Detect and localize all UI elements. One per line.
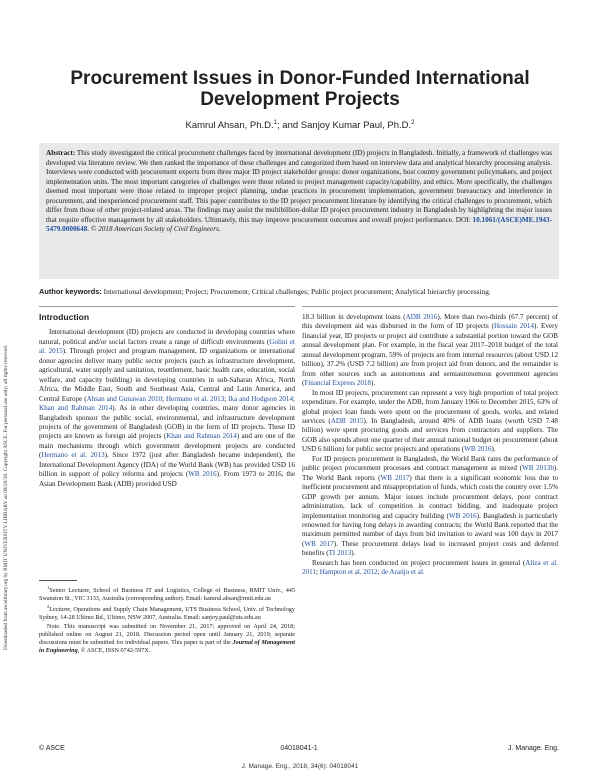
author-1-name: Kamrul Ahsan, Ph.D. bbox=[185, 120, 274, 132]
intro-top-rule bbox=[39, 306, 295, 307]
citation-link[interactable]: Khan and Rahman 2014 bbox=[166, 432, 237, 441]
keywords-text: International development; Project; Procurement; Critical challenges; Public project procurement; Analytical hierarchy processing. bbox=[101, 287, 491, 296]
citation-link[interactable]: ADB 2015 bbox=[330, 416, 364, 425]
right-top-rule bbox=[302, 306, 558, 307]
keywords-label: Author keywords: bbox=[39, 287, 102, 296]
intro-paragraph-1: International development (ID) projects are conducted in developing countries where natural, political and/or social factors create a range of difficult environments (Golini et al. 2015). Through project and program management, ID organizations or international donor agencies deliver many public sector projects (such as infrastructure development, agricultural, water supply and sanitation, resettlement, basic health care, education, social welfare, and capacity building) in developing countries in sub-Saharan Africa, North Africa, the Middle East, South and Southeast Asia, Central and Latin America, and Central Europe (Ahsan and Gunawan 2010; Hermano et al. 2013; Ika and Hodgson 2014; Khan and Rahman 2014). As in other developing countries, many donor agencies in Bangladesh sponsor the public social, environmental, and infrastructure development projects of the government of Bangladesh (GOB) in the form of ID projects. These ID projects are known as foreign aid projects (Khan and Rahman 2014) and are one of the main mechanisms through which government development projects are conducted (Hermano et al. 2013). Since 1972 (just after Bangladesh became independent), the International Development Agency (IDA) of the World Bank (WB) has provided USD 16 billion in support of policy reforms and projects (WB 2016). From 1973 to 2016, the Asian Development Bank (ADB) provided USD bbox=[39, 328, 296, 488]
doi-link[interactable]: 10.1061/(ASCE)ME.1943-5479.0000648 bbox=[46, 215, 552, 234]
paper-title: Procurement Issues in Donor-Funded International Development Projects bbox=[70, 68, 530, 110]
author-2-footnote-mark: 2 bbox=[411, 120, 415, 126]
footnote-divider bbox=[39, 580, 77, 581]
keywords bbox=[39, 287, 559, 297]
right-column bbox=[302, 306, 558, 578]
citation-link[interactable]: Khan and Rahman 2014 bbox=[39, 404, 113, 413]
citation-link[interactable]: WB 2016 bbox=[448, 511, 477, 520]
citation-link[interactable]: WB 2016 bbox=[464, 445, 492, 454]
intro-paragraph-3: In most ID projects, procurement can represent a very high proportion of total project expenditure. For example, under the ADB, from January 1966 to December 2015, 63% of global project loan funds were spent on the procurement of goods, works, and related services (ADB 2015). In Bangladesh, around 40% of ADB loans (worth USD 7.48 billion) were spent procuring goods and services from contractors and suppliers. The GOB also spends about one quarter of their annual national budget on procurement (about USD 6 billion) for public sector projects and operations (WB 2016). bbox=[302, 388, 558, 454]
footnote-1: $^1$Senior Lecturer, School of Business IT and Logistics, College of Business, RMIT Univ., 445 Swanston St., VIC 3133, Australia (corresponding author). Email: kamrul.ahsan@rmit.edu.au bbox=[39, 585, 295, 603]
footer-page-id: 04018041-1 bbox=[280, 745, 318, 752]
footnote-2: $^2$Lecturer, Operations and Supply Chain Management, UTS Business School, Univ. of Technology Sydney, 14-28 Ultimo Rd., Ultimo, NSW 2007, Australia. Email: sanjoy.paul@uts.edu.au bbox=[39, 604, 295, 622]
author-2-name: ; and Sanjoy Kumar Paul, Ph.D. bbox=[277, 120, 412, 132]
intro-paragraph-5: Research has been conducted on project procurement issues in general (Aliza et al. 2011; Hampton et al. 2012; de Araújo et al. bbox=[302, 558, 558, 577]
citation-link[interactable]: WB 2016 bbox=[188, 470, 217, 479]
abstract-copyright: . © 2018 American Society of Civil Engineers. bbox=[87, 225, 221, 234]
citation-link[interactable]: Hermano et al. 2013 bbox=[41, 451, 105, 460]
citation-link[interactable]: Hampton et al. 2012 bbox=[319, 568, 378, 577]
citation-link[interactable]: Ahsan and Gunawan 2010 bbox=[86, 394, 163, 403]
introduction-heading: Introduction bbox=[39, 312, 90, 322]
abstract-box bbox=[39, 143, 559, 279]
footer-journal: J. Manage. Eng. bbox=[508, 745, 559, 752]
citation-link[interactable]: Hossain 2014 bbox=[494, 322, 534, 331]
citation-link[interactable]: Aliza et al. 2011 bbox=[302, 558, 558, 577]
citation-line: J. Manage. Eng., 2018, 34(6): 04018041 bbox=[241, 763, 359, 770]
citation-link[interactable]: de Araújo et al. bbox=[381, 568, 425, 577]
left-column bbox=[39, 306, 295, 489]
footnotes bbox=[39, 584, 295, 655]
citation-link[interactable]: TI 2013 bbox=[328, 549, 352, 558]
journal-name: Journal of Management in Engineering bbox=[39, 638, 296, 654]
author-1-footnote-mark: 1 bbox=[273, 120, 278, 126]
author-line bbox=[60, 120, 540, 131]
submission-note: Note. This manuscript was submitted on November 21, 2017; approved on April 24, 2018; published online on August 21, 2018. Discussion period open until January 21, 2019; separate discussions must be submitted for individual papers. This paper is part of the Journal of Management in Engineering, © ASCE, ISSN 0742-597X. bbox=[39, 622, 296, 654]
abstract-text: This study investigated the critical procurement challenges faced by international development (ID) projects in Bangladesh. Initially, a framework of challenges was developed via literature review. We then ranked the importance of these challenges and categorized them based on interview data and analytical hierarchy processing analysis. Interviews were conducted with procurement experts from three major ID project stakeholder groups: donor organizations, host country government policymakers, and project implementation units. The most important categories of challenges were those related to project management capacity/capability, and ethics. More specifically, the challenges deemed most important were those related to improper project planning, undue practices in procurement implementation, government bureaucracy and interference in procurement, and inexperienced procurement staff. This paper contributes to the ID project procurement literature by identifying the critical challenges to procurement, which differ from those of other project-related areas. The findings may assist the multibillion-dollar ID project procurement industry in Bangladesh by highlighting the major issues that require effective management by all stakeholders. Ultimately, this may improve procurement outcomes and overall project performance. DOI: bbox=[46, 149, 552, 224]
abstract-label: Abstract: bbox=[46, 149, 76, 157]
citation-link[interactable]: WB 2017 bbox=[380, 473, 410, 482]
intro-paragraph-2: 18.3 billion in development loans (ADB 2016). More than two-thirds (67.7 percent) of this development aid was disbursed in the form of ID projects (Hossain 2014). Every financial year, ID projects or project aid contribute a substantial portion toward the GOB annual development plan. For example, in the fiscal year 2017–2018 budget of the total annual development program, 59% of projects are from internal resources (about USD 12 billion), 37.2% (USD 7.2 billion) are from project aid from donors, and the remainder is from other sources such as autonomous and semiautonomous government agencies (Financial Express 2018). bbox=[302, 313, 558, 388]
footer-copyright: © ASCE bbox=[39, 745, 65, 752]
citation-link[interactable]: Hermano et al. 2013 bbox=[165, 394, 225, 403]
download-notice: Downloaded from ascelibrary.org by RMIT UNIVERSITY LIBRARY on 08/29/18. Copyright ASCE. For personal use only; all rights reserved. bbox=[3, 344, 9, 650]
citation-link[interactable]: WB 2013b bbox=[522, 464, 554, 473]
citation-link[interactable]: Ika and Hodgson 2014 bbox=[228, 394, 294, 403]
citation-link[interactable]: WB 2017 bbox=[304, 539, 334, 548]
citation-link[interactable]: Golini et al. 2015 bbox=[39, 337, 295, 356]
citation-link[interactable]: Financial Express 2018 bbox=[304, 379, 371, 388]
citation-link[interactable]: ADB 2016 bbox=[405, 313, 438, 321]
intro-paragraph-4: For ID projects procurement in Bangladesh, the World Bank rates the performance of public project procurement processes and contract management as mixed (WB 2013b). The World Bank reports (WB 2017) that there is a significant economic loss due to inefficient procurement and misappropriation of funds, which costs the country over 1.5% GDP growth per annum. Major issues include procurement delays, poor contract administration, lack of competition in contract bidding, and inadequate project implementation monitoring and capacity building (WB 2016). Bangladesh is particularly renowned for having long delays in awarding contracts; the World Bank reported that the maximum permitted number of days from bid invitation to award was 100 days in 2017 (WB 2017). These procurement delays lead to increased project costs and deferred benefits (TI 2013). bbox=[302, 454, 559, 558]
